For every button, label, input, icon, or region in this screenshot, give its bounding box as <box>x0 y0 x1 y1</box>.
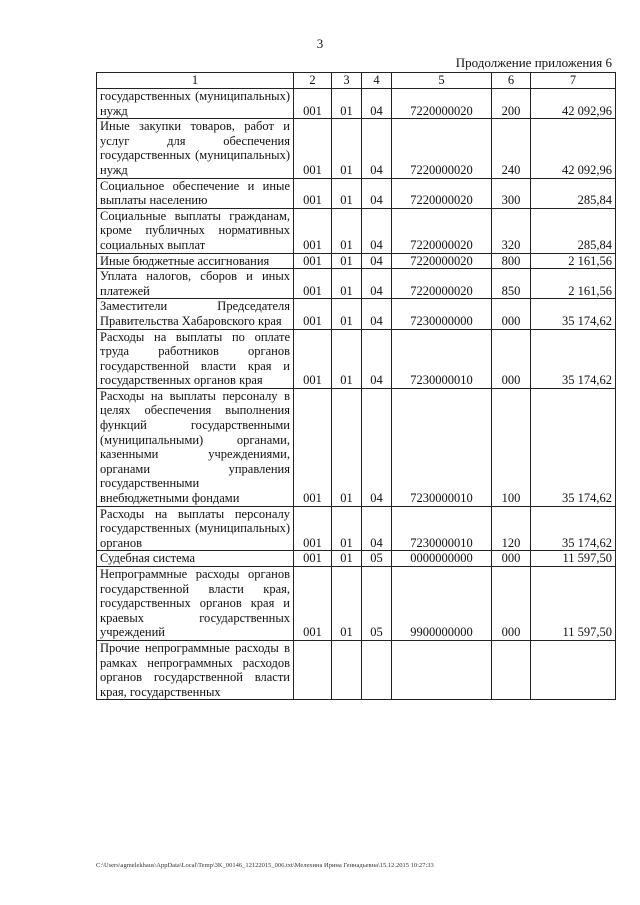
table-row <box>97 269 616 299</box>
ministry-code: 001 <box>294 567 332 641</box>
expense-name: Прочие непрограммные расходы в рамках непрограммных расходов органов государственной власти края, государственных <box>97 640 294 699</box>
target-article-code: 7220000020 <box>392 208 492 253</box>
section-code: 01 <box>332 388 362 506</box>
target-article-code: 9900000000 <box>392 567 492 641</box>
ministry-code: 001 <box>294 506 332 551</box>
section-code: 01 <box>332 89 362 119</box>
section-code: 01 <box>332 299 362 329</box>
column-header: 5 <box>392 73 492 89</box>
ministry-code: 001 <box>294 208 332 253</box>
amount: 42 092,96 <box>531 119 616 178</box>
table-row <box>97 329 616 388</box>
section-code: 01 <box>332 329 362 388</box>
amount: 285,84 <box>531 208 616 253</box>
target-article-code: 7220000020 <box>392 253 492 269</box>
subsection-code: 04 <box>362 388 392 506</box>
table-row <box>97 506 616 551</box>
amount: 35 174,62 <box>531 299 616 329</box>
table-row <box>97 551 616 567</box>
target-article-code: 7230000000 <box>392 299 492 329</box>
expense-type-code: 000 <box>492 299 531 329</box>
expense-type-code <box>492 640 531 699</box>
amount: 42 092,96 <box>531 89 616 119</box>
expense-name: Иные бюджетные ассигнования <box>97 253 294 269</box>
table-row <box>97 178 616 208</box>
column-header: 1 <box>97 73 294 89</box>
table-row <box>97 388 616 506</box>
target-article-code: 7230000010 <box>392 329 492 388</box>
expense-type-code: 100 <box>492 388 531 506</box>
table-row <box>97 299 616 329</box>
section-code: 01 <box>332 567 362 641</box>
expense-name: государственных (муниципальных) нужд <box>97 89 294 119</box>
expense-name: Расходы на выплаты персоналу в целях обеспечения выполнения функций государственными (муниципальными) органами, казенными учреждениями, органами управления государственными внебюджетными фондами <box>97 388 294 506</box>
section-code: 01 <box>332 269 362 299</box>
expense-name: Расходы на выплаты по оплате труда работников органов государственной власти края и государственных органов края <box>97 329 294 388</box>
expense-name: Иные закупки товаров, работ и услуг для обеспечения государственных (муниципальных) нужд <box>97 119 294 178</box>
ministry-code: 001 <box>294 89 332 119</box>
column-header: 7 <box>531 73 616 89</box>
subsection-code: 04 <box>362 208 392 253</box>
amount: 2 161,56 <box>531 269 616 299</box>
column-header: 6 <box>492 73 531 89</box>
ministry-code <box>294 640 332 699</box>
expense-name: Социальное обеспечение и иные выплаты населению <box>97 178 294 208</box>
column-header: 2 <box>294 73 332 89</box>
amount: 11 597,50 <box>531 551 616 567</box>
ministry-code: 001 <box>294 253 332 269</box>
target-article-code: 7220000020 <box>392 269 492 299</box>
subsection-code <box>362 640 392 699</box>
expense-name: Непрограммные расходы органов государственной власти края, государственных органов края и краевых государственных учреждений <box>97 567 294 641</box>
budget-table <box>96 72 616 700</box>
ministry-code: 001 <box>294 388 332 506</box>
expense-name: Заместители Председателя Правительства Хабаровского края <box>97 299 294 329</box>
table-header-row <box>97 73 616 89</box>
expense-type-code: 320 <box>492 208 531 253</box>
section-code: 01 <box>332 551 362 567</box>
expense-name: Уплата налогов, сборов и иных платежей <box>97 269 294 299</box>
table-row <box>97 640 616 699</box>
file-path-footer: C:\Users\agmelekhaus\AppData\Local\Temp\3K_00146_12122015_006.txt\Мелехина Ирина Геннадьевна\15.12.2015 10:27:33 <box>96 862 434 869</box>
section-code: 01 <box>332 208 362 253</box>
ministry-code: 001 <box>294 299 332 329</box>
target-article-code: 7220000020 <box>392 178 492 208</box>
table-row <box>97 253 616 269</box>
expense-type-code: 850 <box>492 269 531 299</box>
target-article-code: 7220000020 <box>392 119 492 178</box>
page-number: 3 <box>316 36 324 51</box>
target-article-code: 7220000020 <box>392 89 492 119</box>
amount: 2 161,56 <box>531 253 616 269</box>
table-row <box>97 119 616 178</box>
table-row <box>97 567 616 641</box>
ministry-code: 001 <box>294 119 332 178</box>
expense-type-code: 120 <box>492 506 531 551</box>
table-row <box>97 89 616 119</box>
expense-type-code: 200 <box>492 89 531 119</box>
subsection-code: 04 <box>362 269 392 299</box>
amount: 35 174,62 <box>531 506 616 551</box>
amount: 35 174,62 <box>531 388 616 506</box>
table-row <box>97 208 616 253</box>
appendix-continuation-note: Продолжение приложения 6 <box>455 55 612 70</box>
expense-type-code: 300 <box>492 178 531 208</box>
subsection-code: 04 <box>362 329 392 388</box>
target-article-code: 0000000000 <box>392 551 492 567</box>
amount: 285,84 <box>531 178 616 208</box>
expense-type-code: 800 <box>492 253 531 269</box>
subsection-code: 04 <box>362 119 392 178</box>
ministry-code: 001 <box>294 178 332 208</box>
section-code: 01 <box>332 253 362 269</box>
target-article-code: 7230000010 <box>392 388 492 506</box>
expense-name: Социальные выплаты гражданам, кроме публичных нормативных социальных выплат <box>97 208 294 253</box>
amount <box>531 640 616 699</box>
subsection-code: 04 <box>362 178 392 208</box>
subsection-code: 05 <box>362 567 392 641</box>
subsection-code: 04 <box>362 253 392 269</box>
ministry-code: 001 <box>294 329 332 388</box>
expense-type-code: 000 <box>492 567 531 641</box>
expense-type-code: 000 <box>492 329 531 388</box>
expense-type-code: 240 <box>492 119 531 178</box>
target-article-code: 7230000010 <box>392 506 492 551</box>
section-code <box>332 640 362 699</box>
ministry-code: 001 <box>294 269 332 299</box>
subsection-code: 05 <box>362 551 392 567</box>
expense-name: Расходы на выплаты персоналу государственных (муниципальных) органов <box>97 506 294 551</box>
subsection-code: 04 <box>362 89 392 119</box>
column-header: 4 <box>362 73 392 89</box>
column-header: 3 <box>332 73 362 89</box>
subsection-code: 04 <box>362 299 392 329</box>
expense-name: Судебная система <box>97 551 294 567</box>
section-code: 01 <box>332 119 362 178</box>
amount: 11 597,50 <box>531 567 616 641</box>
target-article-code <box>392 640 492 699</box>
section-code: 01 <box>332 506 362 551</box>
amount: 35 174,62 <box>531 329 616 388</box>
ministry-code: 001 <box>294 551 332 567</box>
section-code: 01 <box>332 178 362 208</box>
subsection-code: 04 <box>362 506 392 551</box>
expense-type-code: 000 <box>492 551 531 567</box>
